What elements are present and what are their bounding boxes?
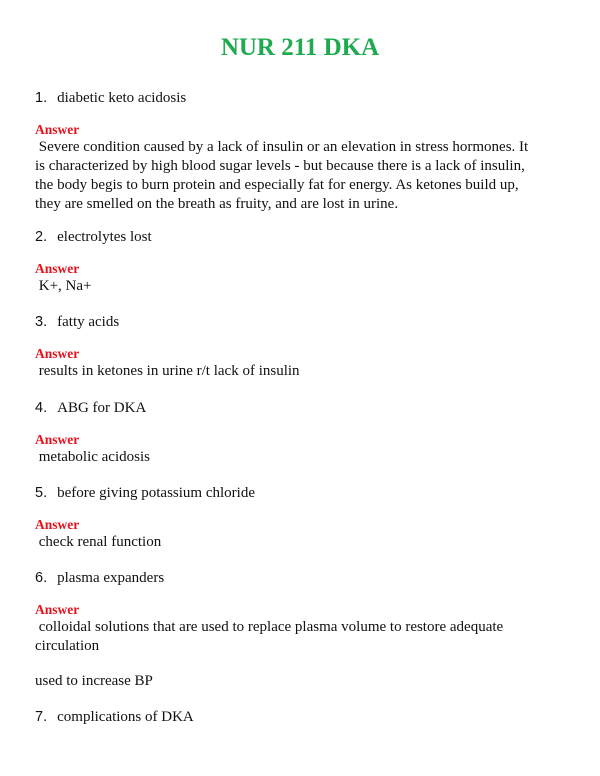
- answer-6: [35, 618, 560, 656]
- question-1: [35, 89, 186, 107]
- question-4: [35, 399, 146, 417]
- answer-label: Answer: [35, 517, 80, 532]
- answer-line: K+, Na+: [35, 278, 92, 294]
- answer-2: [35, 277, 560, 296]
- answer-label: Answer: [35, 602, 80, 617]
- question-number: 1.: [35, 90, 48, 106]
- answer-label: Answer: [35, 432, 80, 447]
- answer-line: circulation: [35, 638, 100, 654]
- answer-5: [35, 533, 560, 552]
- answer-line: Severe condition caused by a lack of insulin or an elevation in stress hormones. It: [35, 139, 529, 155]
- question-text: ABG for DKA: [57, 400, 147, 416]
- answer-line: colloidal solutions that are used to replace plasma volume to restore adequate: [35, 619, 504, 635]
- question-text: before giving potassium chloride: [57, 485, 255, 501]
- question-number: 2.: [35, 229, 48, 245]
- answer-label: Answer: [35, 346, 80, 361]
- answer-line: check renal function: [35, 534, 162, 550]
- question-number: 4.: [35, 400, 48, 416]
- question-text: diabetic keto acidosis: [57, 90, 187, 106]
- answer-3: [35, 362, 560, 381]
- question-6: [35, 569, 164, 587]
- question-number: 6.: [35, 570, 48, 586]
- page-title: NUR 211 DKA: [220, 34, 380, 61]
- answer-label: Answer: [35, 261, 80, 276]
- question-text: electrolytes lost: [57, 229, 152, 245]
- answer-line: results in ketones in urine r/t lack of insulin: [35, 363, 300, 379]
- question-number: 3.: [35, 314, 48, 330]
- answer-label: Answer: [35, 122, 80, 137]
- answer-line: they are smelled on the breath as fruity, and are lost in urine.: [35, 196, 399, 212]
- question-text: complications of DKA: [57, 709, 194, 725]
- question-number: 5.: [35, 485, 48, 501]
- answer-line: the body begis to burn protein and especially fat for energy. As ketones build up,: [35, 177, 519, 193]
- answer-1: [35, 138, 560, 214]
- answer-6-extra: used to increase BP: [35, 673, 153, 689]
- question-7: [35, 708, 194, 726]
- question-number: 7.: [35, 709, 48, 725]
- question-text: plasma expanders: [57, 570, 165, 586]
- question-5: [35, 484, 255, 502]
- question-3: [35, 313, 119, 331]
- question-text: fatty acids: [57, 314, 120, 330]
- question-2: [35, 228, 152, 246]
- answer-line: metabolic acidosis: [35, 449, 150, 465]
- answer-4: [35, 448, 560, 467]
- answer-line: is characterized by high blood sugar levels - but because there is a lack of insulin,: [35, 158, 525, 174]
